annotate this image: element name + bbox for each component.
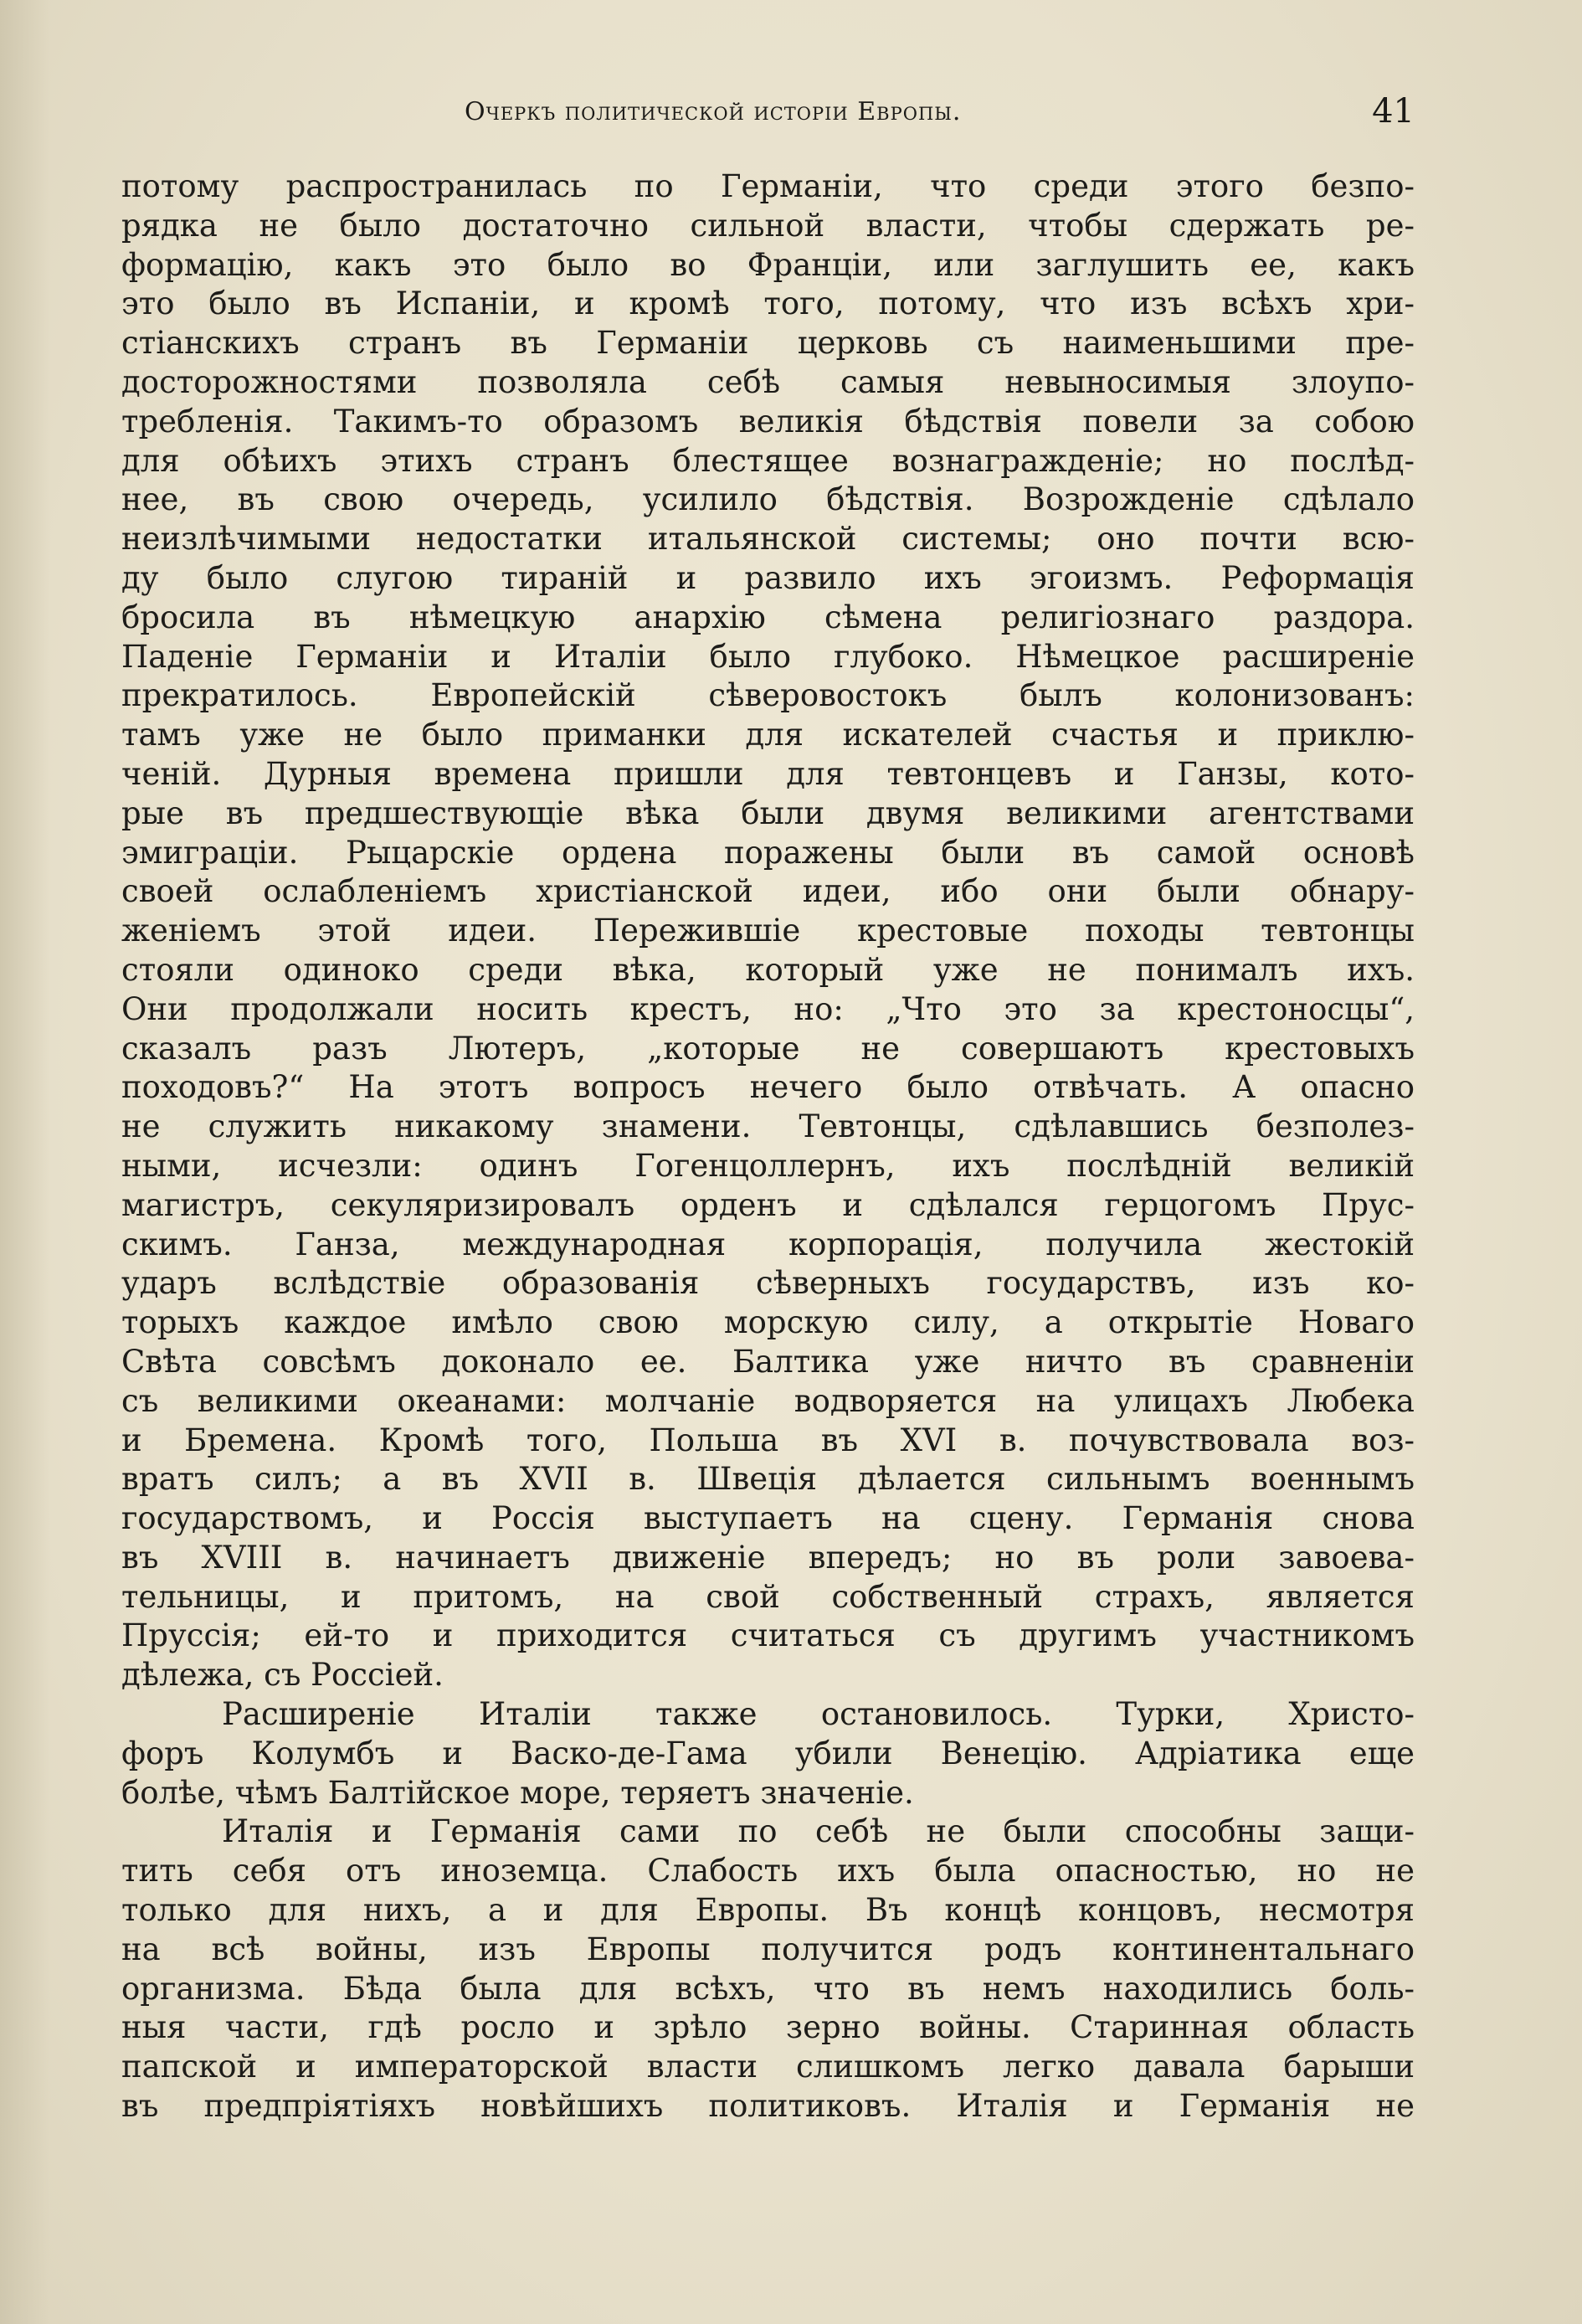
text-line: Свѣта совсѣмъ доконало ее. Балтика уже ничто въ сравненіи [121,1343,1415,1380]
text-line: своей ослабленіемъ христіанской идеи, ибо они были обнару- [121,873,1415,910]
text-line: только для нихъ, а и для Европы. Въ концѣ концовъ, несмотря [121,1892,1415,1929]
text-line: сказалъ разъ Лютеръ, „которые не совершаютъ крестовыхъ [121,1030,1415,1067]
text-line: досторожностями позволяла себѣ самыя невыносимыя злоупо- [121,363,1415,400]
text-line: форъ Колумбъ и Васко-де-Гама убили Венецію. Адріатика еще [121,1735,1415,1771]
text-line: ду было слугою тираній и развило ихъ эгоизмъ. Реформація [121,559,1415,596]
text-line: въ XVIII в. начинаетъ движеніе впередъ; но въ роли завоева- [121,1539,1415,1576]
text-line: стояли одиноко среди вѣка, который уже не понималъ ихъ. [121,951,1415,988]
text-line: вратъ силъ; а въ XVII в. Швеція дѣлается сильнымъ военнымъ [121,1461,1415,1498]
text-line: потому распространилась по Германіи, что среди этого безпо- [121,168,1415,204]
text-line: ударъ вслѣдствіе образованія сѣверныхъ государствъ, изъ ко- [121,1265,1415,1302]
text-line: требленія. Такимъ-то образомъ великія бѣдствія повели за собою [121,403,1415,440]
text-line: ными, исчезли: одинъ Гогенцоллернъ, ихъ послѣдній великій [121,1147,1415,1184]
text-line: для обѣихъ этихъ странъ блестящее вознагражденіе; но послѣд- [121,442,1415,479]
text-line: эмиграціи. Рыцарскіе ордена поражены были въ самой основѣ [121,834,1415,871]
text-line: Италія и Германія сами по себѣ не были способны защи- [222,1813,1415,1850]
text-line: формацію, какъ это было во Франціи, или заглушить ее, какъ [121,246,1415,283]
text-line: торыхъ каждое имѣло свою морскую силу, а открытіе Новаго [121,1304,1415,1341]
text-line: тамъ уже не было приманки для искателей счастья и приклю- [121,717,1415,753]
page-header [121,90,1415,141]
text-line: Расширеніе Италіи также остановилось. Турки, Христо- [222,1696,1415,1733]
text-line: неизлѣчимыми недостатки итальянской системы; оно почти всю- [121,521,1415,558]
text-line: организма. Бѣда была для всѣхъ, что въ немъ находились боль- [121,1970,1415,2007]
text-line: стіанскихъ странъ въ Германіи церковь съ наименьшими пре- [121,325,1415,362]
text-line: болѣе, чѣмъ Балтійское море, теряетъ значеніе. [121,1774,914,1811]
text-line: Они продолжали носить крестъ, но: „Что это за крестоносцы“, [121,990,1415,1027]
text-line: папской и императорской власти слишкомъ легко давала барыши [121,2049,1415,2085]
running-title: Очеркъ политической исторіи Европы. [465,97,962,126]
text-line: тить себя отъ иноземца. Слабость ихъ была опасностью, но не [121,1853,1415,1890]
text-line: это было въ Испаніи, и кромѣ того, потому, что изъ всѣхъ хри- [121,285,1415,322]
text-line: рядка не было достаточно сильной власти, чтобы сдержать ре- [121,207,1415,244]
text-line: бросила въ нѣмецкую анархію сѣмена религіознаго раздора. [121,599,1415,635]
text-line: рые въ предшествующіе вѣка были двумя великими агентствами [121,794,1415,831]
text-line: Паденіе Германіи и Италіи было глубоко. Нѣмецкое расширеніе [121,638,1415,675]
text-line: и Бремена. Кромѣ того, Польша въ XVI в. почувствовала воз- [121,1422,1415,1458]
text-line: государствомъ, и Россія выступаетъ на сцену. Германія снова [121,1500,1415,1537]
text-line: магистръ, секуляризировалъ орденъ и сдѣлался герцогомъ Прус- [121,1186,1415,1223]
text-line: прекратилось. Европейскій сѣверовостокъ былъ колонизованъ: [121,677,1415,714]
text-line: не служить никакому знамени. Тевтонцы, сдѣлавшись безполез- [121,1108,1415,1145]
text-line: ченій. Дурныя времена пришли для тевтонцевъ и Ганзы, кото- [121,755,1415,792]
text-line: нее, въ свою очередь, усилило бѣдствія. Возрожденіе сдѣлало [121,481,1415,518]
text-line: въ предпріятіяхъ новѣйшихъ политиковъ. Италія и Германія не [121,2088,1415,2125]
text-line: тельницы, и притомъ, на свой собственный страхъ, является [121,1578,1415,1615]
text-line: походовъ?“ На этотъ вопросъ нечего было отвѣчать. А опасно [121,1069,1415,1106]
text-line: дѣлежа, съ Россіей. [121,1657,444,1694]
text-line: Пруссія; ей-то и приходится считаться съ другимъ участникомъ [121,1617,1415,1654]
text-line: женіемъ этой идеи. Пережившіе крестовые походы тевтонцы [121,913,1415,949]
text-line: на всѣ войны, изъ Европы получится родъ континентальнаго [121,1931,1415,1967]
body-text [121,167,1415,2126]
page-number: 41 [1372,92,1415,131]
text-line: ныя части, гдѣ росло и зрѣло зерно войны. Старинная область [121,2009,1415,2046]
text-line: скимъ. Ганза, международная корпорація, получила жестокій [121,1226,1415,1262]
text-line: съ великими океанами: молчаніе водворяется на улицахъ Любека [121,1382,1415,1419]
